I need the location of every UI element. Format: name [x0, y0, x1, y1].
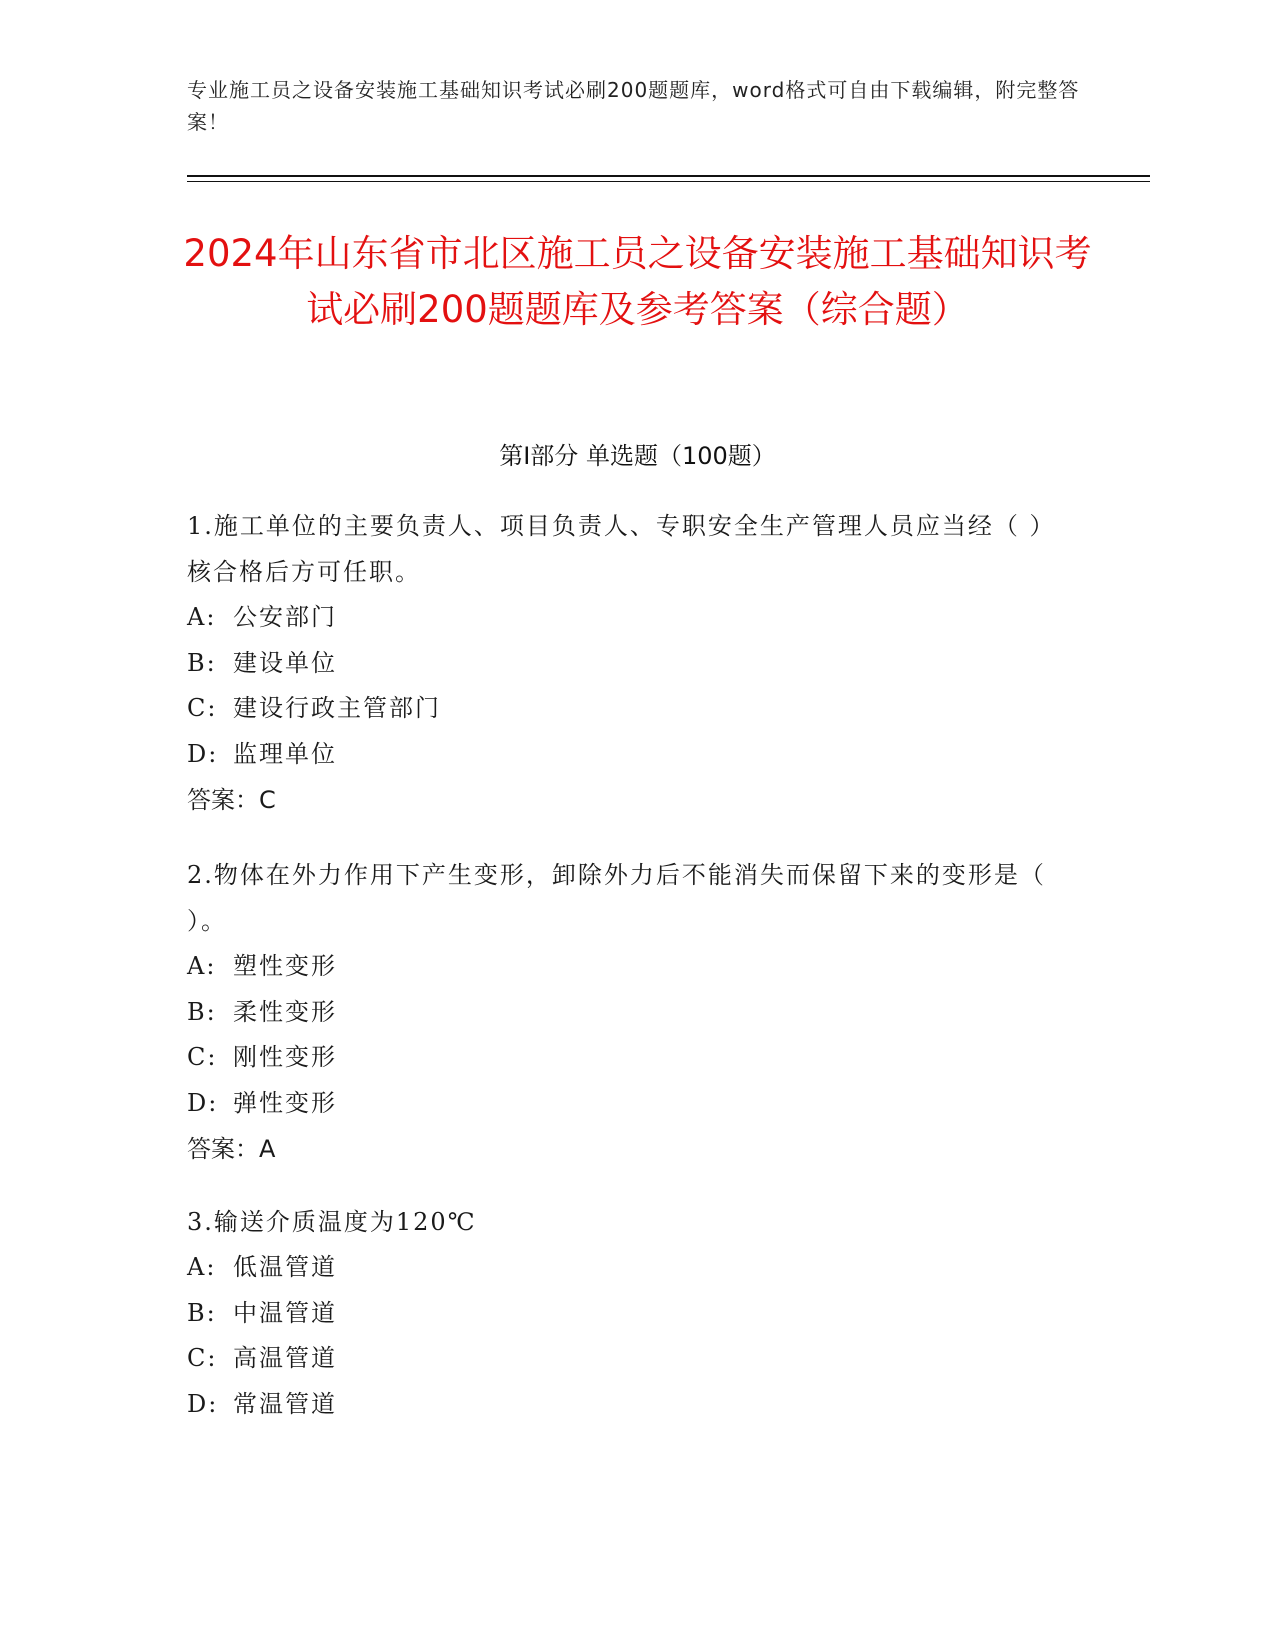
option-text: 监理单位	[233, 739, 337, 768]
option-d	[187, 1081, 1067, 1127]
option-text: 塑性变形	[233, 952, 337, 980]
header-note: 专业施工员之设备安装施工基础知识考试必刷200题题库，word格式可自由下载编辑，附完整答案！	[187, 78, 1080, 134]
option-text: 建设单位	[233, 648, 337, 677]
question-stem: 3.输送介质温度为120℃	[187, 1208, 477, 1236]
option-key: B:	[187, 1298, 217, 1327]
option-a	[187, 944, 1067, 990]
option-text: 弹性变形	[233, 1088, 337, 1117]
option-key: C:	[187, 1344, 218, 1372]
document-title: 2024年山东省市北区施工员之设备安装施工基础知识考试必刷200题题库及参考答案（综合题）	[183, 232, 1092, 331]
option-text: 刚性变形	[233, 1043, 337, 1071]
option-b	[187, 641, 1067, 687]
question-1	[187, 503, 1067, 823]
question-stem: 2.物体在外力作用下产生变形，卸除外力后不能消失而保留下来的变形是（ ）。	[187, 861, 1046, 935]
option-key: A:	[187, 952, 217, 980]
option-key: B:	[187, 648, 217, 677]
option-c	[187, 1336, 1067, 1382]
option-c	[187, 686, 1067, 732]
option-text: 中温管道	[233, 1298, 337, 1327]
answer: 答案：C	[187, 786, 276, 814]
option-b	[187, 990, 1067, 1036]
header-divider-thin	[187, 181, 1150, 182]
question-stem: 1.施工单位的主要负责人、项目负责人、专职安全生产管理人员应当经（ ）核合格后方可任职。	[187, 512, 1056, 586]
option-key: D:	[187, 1389, 219, 1418]
question-3	[187, 1199, 1067, 1427]
option-key: D:	[187, 739, 219, 768]
option-text: 高温管道	[233, 1344, 337, 1372]
header-divider-thick	[187, 175, 1150, 177]
option-text: 常温管道	[233, 1389, 337, 1418]
option-a	[187, 1245, 1067, 1291]
option-c	[187, 1035, 1067, 1081]
section-title: 第I部分 单选题（100题）	[499, 442, 776, 470]
option-key: D:	[187, 1088, 219, 1117]
option-b	[187, 1291, 1067, 1337]
option-a	[187, 595, 1067, 641]
option-key: C:	[187, 694, 218, 722]
answer: 答案：A	[187, 1135, 276, 1163]
option-text: 低温管道	[233, 1253, 337, 1281]
option-key: B:	[187, 997, 217, 1026]
option-key: A:	[187, 1253, 217, 1281]
option-text: 公安部门	[233, 603, 337, 631]
option-text: 柔性变形	[233, 997, 337, 1026]
question-2	[187, 852, 1067, 1172]
option-d	[187, 1382, 1067, 1428]
option-d	[187, 732, 1067, 778]
option-key: C:	[187, 1043, 218, 1071]
option-text: 建设行政主管部门	[233, 694, 441, 722]
option-key: A:	[187, 603, 217, 631]
